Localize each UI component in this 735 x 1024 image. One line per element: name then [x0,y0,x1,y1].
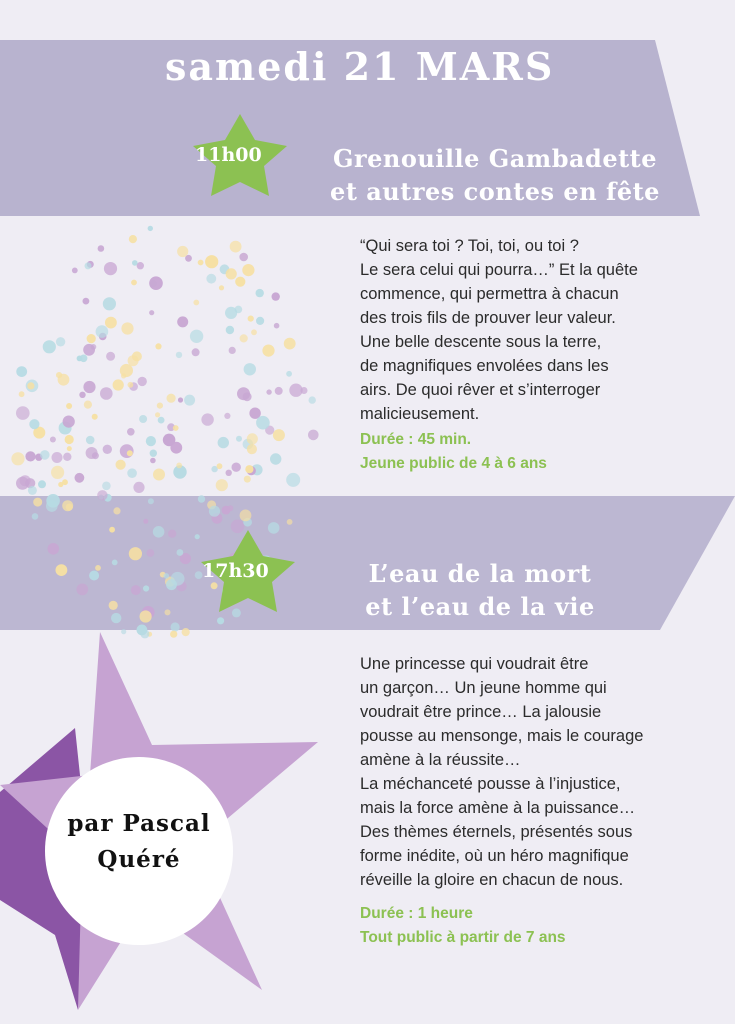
confetti-dot [148,498,154,504]
confetti-dot [143,585,149,591]
description-line: Une princesse qui voudrait être [360,655,589,673]
event-time: 11h00 [195,144,262,166]
confetti-dot [230,241,242,253]
confetti-dot [19,391,25,397]
confetti-dot [190,330,203,343]
confetti-dot [262,345,274,357]
confetti-dot [256,317,264,325]
confetti-dot [177,316,188,327]
confetti-dot [95,565,101,571]
confetti-dot [89,571,99,581]
description-line: réveille la gloire en chacun de nous. [360,871,624,889]
confetti-dot [217,617,224,624]
confetti-dot [25,451,35,461]
description-line: mais la force amène à la puissance… [360,799,636,817]
confetti-dot [240,510,252,522]
confetti-dot [167,394,176,403]
confetti-dot [170,631,177,638]
confetti-dot [66,504,73,511]
confetti-dot [147,549,155,557]
description-line: amène à la réussite… [360,751,521,769]
description-line: Une belle descente sous la terre, [360,333,602,351]
confetti-dot [131,280,137,286]
confetti-dot [58,482,63,487]
confetti-dot [127,468,137,478]
event-description [360,234,690,426]
confetti-dot [217,463,223,469]
confetti-dot [121,373,126,378]
event-duration: Durée : 1 heure [360,905,473,922]
confetti-dot [131,585,141,595]
confetti-dot [138,377,147,386]
confetti-dot [231,520,245,534]
confetti-dot [266,389,271,394]
confetti-dot [127,382,133,388]
event-title-line: L’eau de la mort [368,559,592,588]
confetti-dot [216,479,228,491]
confetti-dot [150,458,156,464]
confetti-dot [195,534,200,539]
confetti-dot [206,274,216,284]
confetti-dot [226,268,237,279]
confetti-dot [244,363,256,375]
confetti-dot [16,406,30,420]
confetti-dot [56,337,65,346]
confetti-dot [46,500,58,512]
confetti-dot [177,549,184,556]
event-audience: Jeune public de 4 à 6 ans [360,455,547,472]
confetti-dot [273,429,285,441]
confetti-dot [75,473,85,483]
confetti-dot [106,352,115,361]
description-line: Le sera celui qui pourra…” Et la quête [360,261,638,279]
confetti-dot [84,401,92,409]
confetti-dot [268,522,280,534]
confetti-dot [218,437,229,448]
event-info [360,902,690,950]
confetti-dot [237,387,250,400]
description-line: airs. De quoi rêver et s’interroger [360,381,601,399]
confetti-dot [51,466,64,479]
confetti-dot [205,255,218,268]
confetti-dot [66,403,72,409]
author-name [45,806,233,878]
confetti-dot [86,436,95,445]
event-title [320,557,640,623]
confetti-dot [76,584,88,596]
confetti-dot [127,450,133,456]
confetti-dot [100,387,113,400]
confetti-dot [50,437,56,443]
confetti-dot [229,347,236,354]
confetti-dot [165,609,171,615]
confetti-dot [198,260,204,266]
confetti-dot [103,445,112,454]
confetti-dot [91,344,97,350]
confetti-dot [270,453,281,464]
confetti-dot [224,413,230,419]
confetti-dot [309,396,316,403]
confetti-dot [63,416,75,428]
author-line: Quéré [97,846,181,873]
event-info [360,428,690,476]
confetti-dot [226,326,234,334]
confetti-dot [168,530,176,538]
confetti-dot [150,450,157,457]
description-line: forme inédite, où un héro magnifique [360,847,629,865]
confetti-dot [56,564,68,576]
confetti-dot [105,317,117,329]
event-title-line: Grenouille Gambadette [332,144,658,173]
confetti-dot [308,430,319,441]
confetti-dot [164,573,170,579]
confetti-dot [201,413,213,425]
confetti-dot [83,298,90,305]
confetti-dot [149,276,163,290]
confetti-dot [129,547,142,560]
confetti-dot [77,356,83,362]
confetti-dot [157,403,163,409]
confetti-dot [274,323,280,329]
confetti-dot [129,235,137,243]
confetti-dot [58,374,70,386]
confetti-dot [247,444,257,454]
confetti-dot [121,629,126,634]
confetti-dot [33,498,42,507]
confetti-dot [256,416,270,430]
confetti-dot [155,412,160,417]
confetti-dot [176,463,182,469]
confetti-dot [111,613,121,623]
confetti-dot [242,264,254,276]
confetti-dot [219,285,224,290]
confetti-dot [245,465,253,473]
confetti-dot [244,476,251,483]
confetti-dot [85,262,92,269]
confetti-dot [48,543,60,555]
confetti-dot [177,246,188,257]
confetti-dot [109,601,118,610]
confetti-dot [112,560,118,566]
confetti-dot [284,338,296,350]
description-line: de magnifiques envolées dans les [360,357,609,375]
event-duration: Durée : 45 min. [360,431,472,448]
confetti-dot [92,414,98,420]
confetti-dot [286,371,292,377]
description-line: voudrait être prince… La jalousie [360,703,602,721]
confetti-dot [240,334,248,342]
confetti-dot [176,352,182,358]
confetti-dot [98,245,105,252]
confetti-dot [155,343,161,349]
confetti-dot [83,381,95,393]
confetti-dot [92,452,99,459]
confetti-dot [27,382,34,389]
confetti-dot [38,480,46,488]
confetti-dot [113,507,120,514]
confetti-dot [235,277,245,287]
confetti-dot [149,310,154,315]
confetti-dot [236,436,242,442]
confetti-dot [256,289,264,297]
confetti-dot [140,629,149,638]
confetti-dot [153,526,165,538]
confetti-dot [247,433,258,444]
confetti-dot [148,226,153,231]
event-title-line: et l’eau de la vie [365,592,595,621]
confetti-dot [20,475,31,486]
confetti-dot [173,425,179,431]
confetti-dot [232,463,241,472]
confetti-dot [11,452,24,465]
confetti-dot [272,292,280,300]
confetti-dot [226,470,232,476]
confetti-dot [32,513,39,520]
confetti-dot [140,610,152,622]
event-time: 17h30 [202,560,269,582]
confetti-dot [96,325,109,338]
author-line: par Pascal [67,810,211,837]
confetti-dot [127,428,135,436]
confetti-dot [286,473,300,487]
confetti-dot [287,519,293,525]
confetti-dot [43,340,56,353]
confetti-dot [16,366,27,377]
confetti-dot [28,486,37,495]
confetti-dot [178,397,183,402]
event-title-line: et autres contes en fête [330,177,660,206]
confetti-dot [158,417,165,424]
confetti-dot [104,262,117,275]
confetti-dot [184,395,195,406]
confetti-dot [102,482,111,491]
confetti-dot [275,387,283,395]
confetti-dot [40,450,50,460]
description-line: La méchanceté pousse à l’injustice, [360,775,621,793]
confetti-dot [132,260,138,266]
description-line: un garçon… Un jeune homme qui [360,679,607,697]
confetti-dot [232,608,241,617]
confetti-dot [209,506,220,517]
description-line: “Qui sera toi ? Toi, toi, ou toi ? [360,237,579,255]
confetti-dot [146,436,156,446]
confetti-dot [72,268,78,274]
confetti-dot [109,527,115,533]
confetti-dot [225,307,237,319]
confetti-dot [65,435,74,444]
confetti-dot [87,334,96,343]
confetti-dot [79,392,85,398]
confetti-dot [301,387,308,394]
confetti-dot [198,495,205,502]
confetti-dot [192,348,200,356]
confetti-dot [137,262,144,269]
confetti-dot [103,297,116,310]
confetti-dot [97,490,107,500]
confetti-dot [171,572,185,586]
confetti-dot [133,482,144,493]
confetti-dot [121,322,133,334]
confetti-dot [222,506,231,515]
event-description [360,652,690,892]
confetti-dot [63,453,71,461]
description-line: commence, qui permettra à chacun [360,285,619,303]
confetti-dot [170,442,182,454]
confetti-dot [193,300,199,306]
confetti-dot [211,582,218,589]
description-line: Des thèmes éternels, présentés sous [360,823,633,841]
confetti-dot [67,446,72,451]
description-line: pousse au mensonge, mais le courage [360,727,644,745]
confetti-dot [182,628,190,636]
confetti-dot [248,316,254,322]
confetti-dot [153,469,165,481]
confetti-dot [113,379,124,390]
confetti-dot [116,460,126,470]
confetti-dot [139,415,147,423]
confetti-dot [52,452,63,463]
confetti-dot [239,253,248,262]
confetti-dot [29,419,39,429]
page-title: samedi 21 MARS [165,44,555,89]
confetti-dot [143,519,148,524]
description-line: des trois fils de prouver leur valeur. [360,309,616,327]
confetti-dot [171,622,180,631]
description-line: malicieusement. [360,405,480,423]
event-title [290,142,700,208]
confetti-dot [251,329,257,335]
event-audience: Tout public à partir de 7 ans [360,929,566,946]
